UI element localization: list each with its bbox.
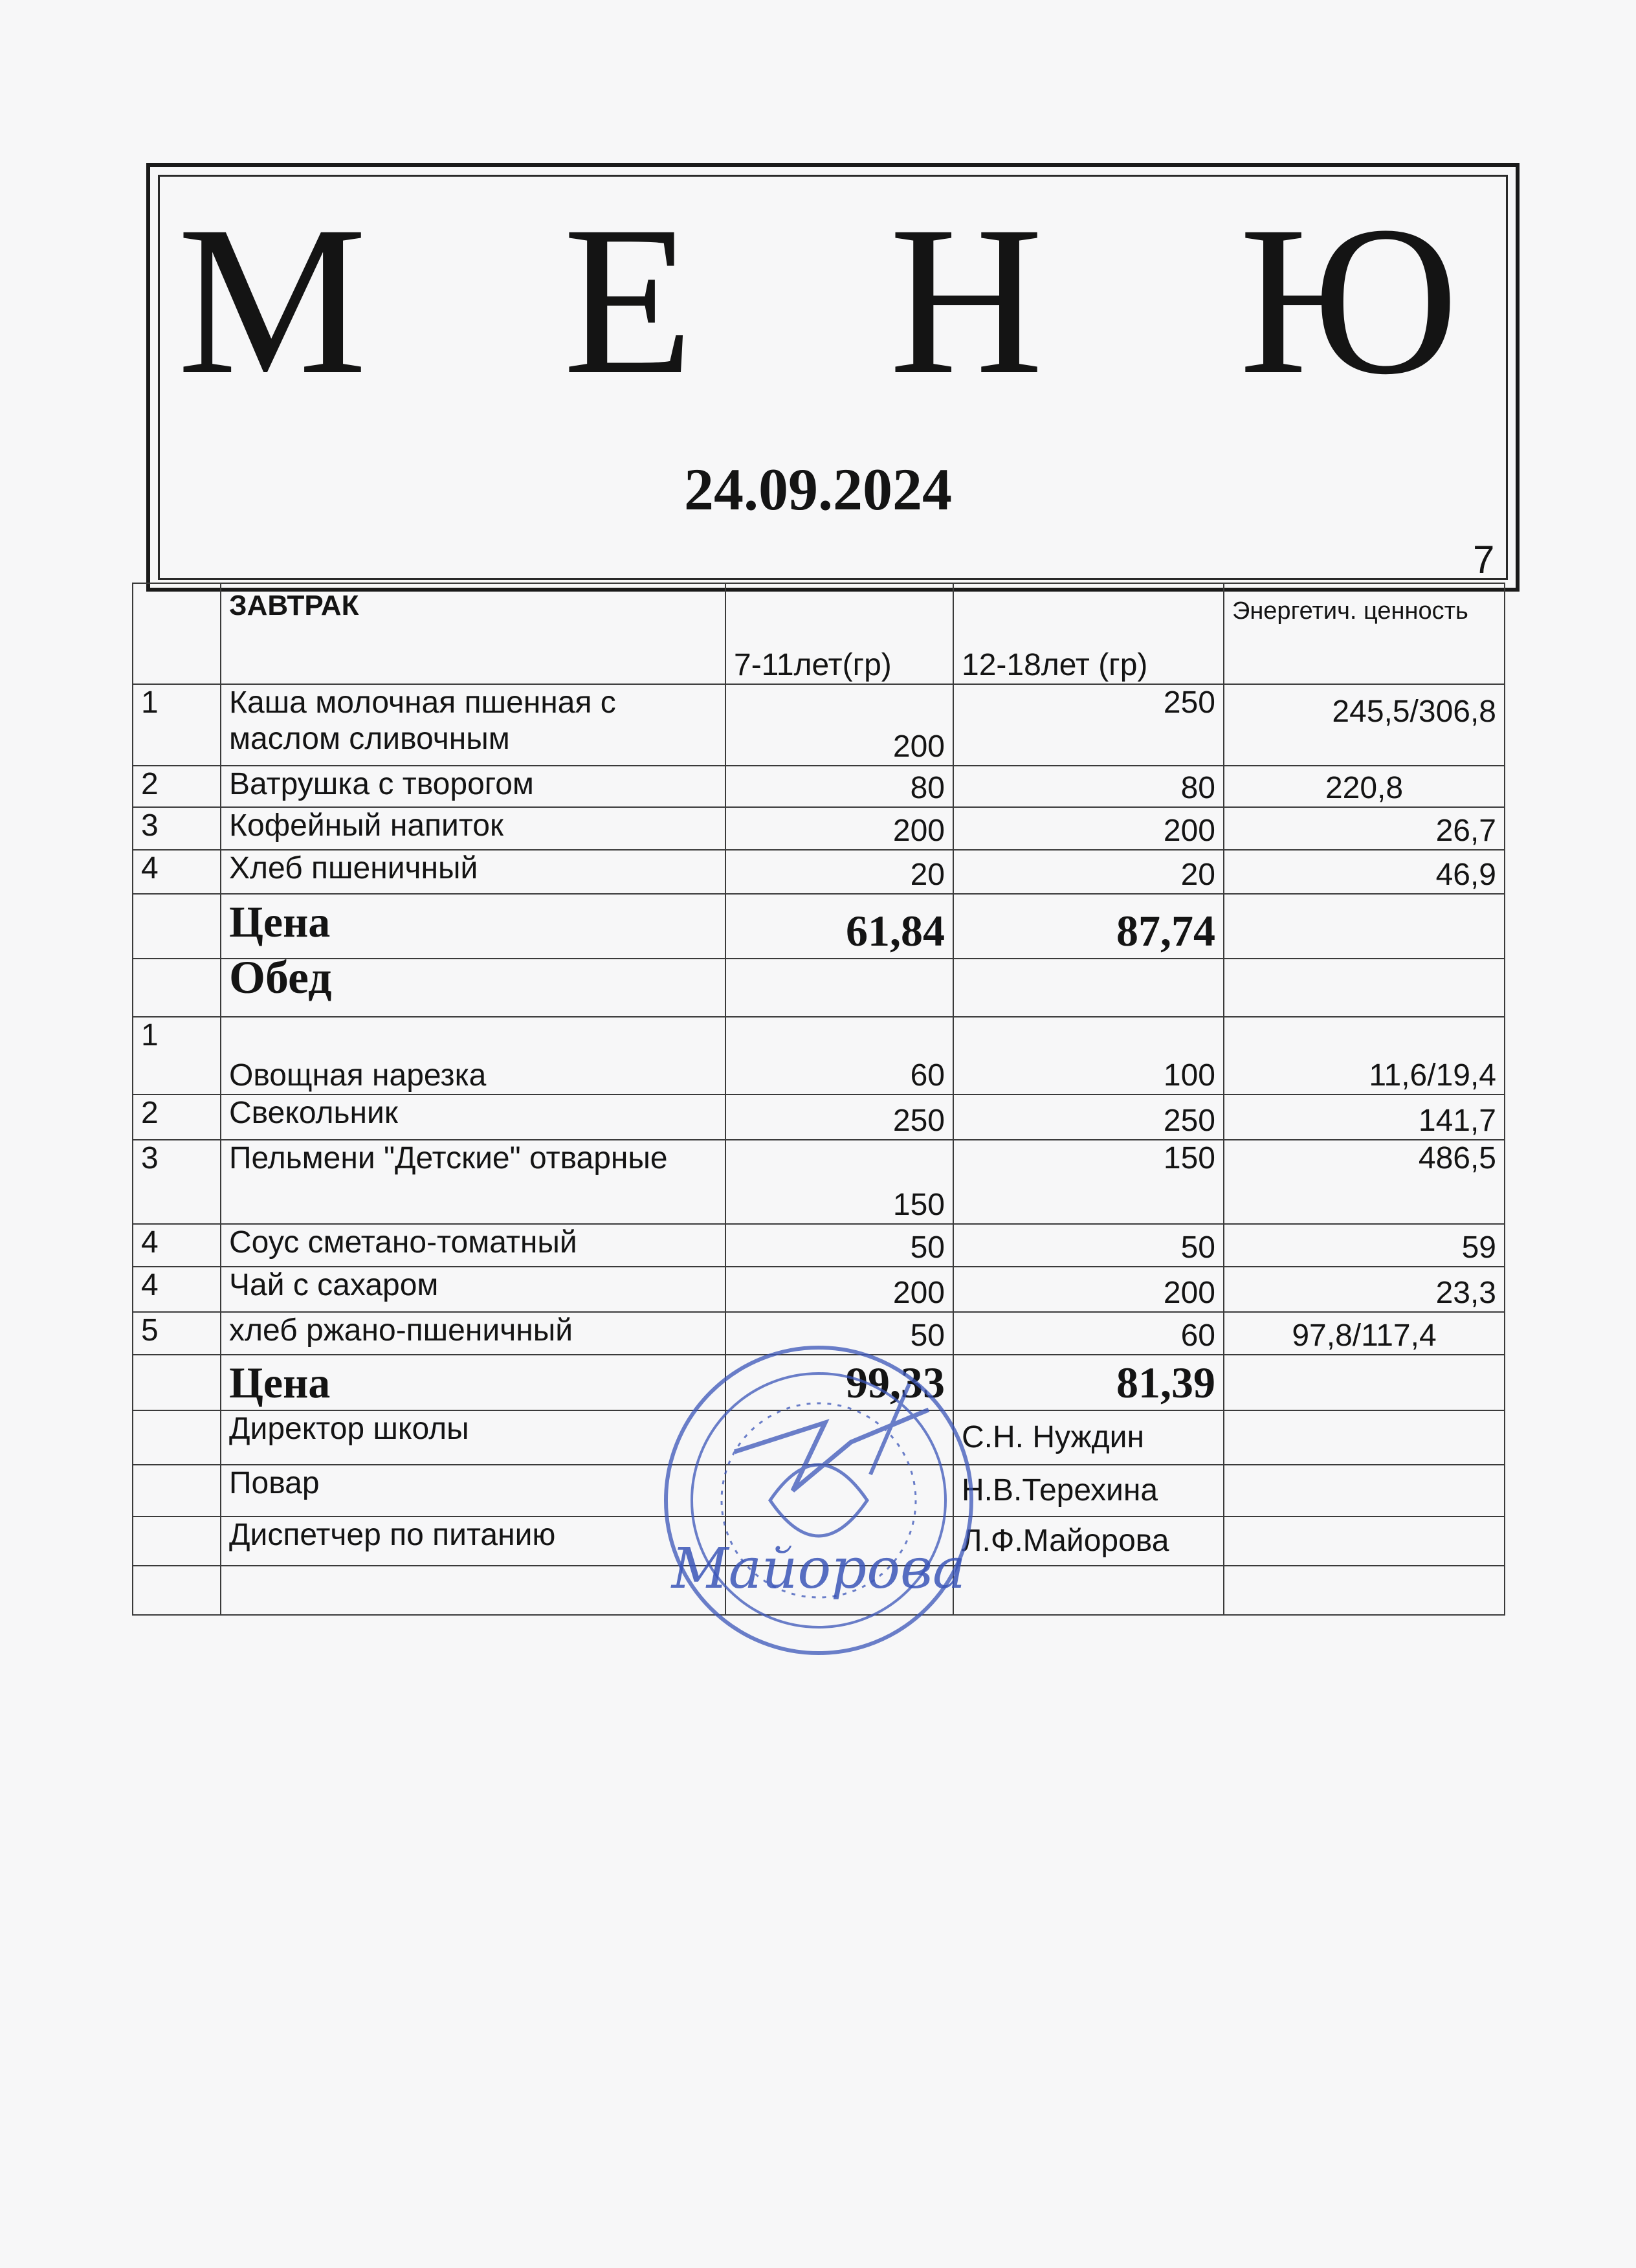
signature-role: Повар: [221, 1465, 725, 1517]
empty-cell: [725, 959, 953, 1017]
energy-value: 220,8: [1224, 766, 1505, 807]
row-num: 3: [133, 807, 221, 850]
breakfast-label: ЗАВТРАК: [221, 583, 725, 684]
row-num: 4: [133, 1267, 221, 1312]
empty-cell: [221, 1566, 725, 1615]
col-age-1-header: 7-11лет(гр): [725, 583, 953, 684]
signature-role: Диспетчер по питанию: [221, 1517, 725, 1566]
dish-name: Кофейный напиток: [221, 807, 725, 850]
price-label: Цена: [221, 1355, 725, 1410]
row-num: 2: [133, 766, 221, 807]
energy-value: 46,9: [1224, 850, 1505, 894]
table-row: [133, 1140, 1505, 1224]
school-stamp: [657, 1339, 980, 1662]
grams-7-11: 50: [725, 1224, 953, 1267]
grams-12-18: 20: [953, 850, 1224, 894]
stamp-emblem: [770, 1465, 867, 1536]
grams-7-11: 200: [725, 1267, 953, 1312]
price-7-11: 99,33: [725, 1355, 953, 1410]
signature-person: С.Н. Нуждин: [953, 1410, 1224, 1465]
energy-value: 245,5/306,8: [1224, 684, 1505, 766]
table-row: [133, 1017, 1505, 1095]
energy-value: 23,3: [1224, 1267, 1505, 1312]
grams-12-18: 60: [953, 1312, 1224, 1355]
energy-value: 141,7: [1224, 1095, 1505, 1140]
grams-12-18: 200: [953, 1267, 1224, 1312]
row-num: 4: [133, 1224, 221, 1267]
table-row: [133, 1267, 1505, 1312]
energy-value: 11,6/19,4: [1224, 1017, 1505, 1095]
empty-cell: [1224, 1355, 1505, 1410]
table-row: [133, 684, 1505, 766]
table-row: [133, 1095, 1505, 1140]
grams-7-11: 50: [725, 1312, 953, 1355]
empty-cell: [953, 1566, 1224, 1615]
grams-7-11: 80: [725, 766, 953, 807]
empty-cell: [133, 1355, 221, 1410]
table-row: [133, 807, 1505, 850]
empty-cell: [1224, 1517, 1505, 1566]
empty-cell: [133, 894, 221, 959]
empty-cell: [133, 1410, 221, 1465]
row-num: 3: [133, 1140, 221, 1224]
signature-person: Н.В.Терехина: [953, 1465, 1224, 1517]
page-number: 7: [1473, 538, 1495, 581]
grams-7-11: 200: [725, 807, 953, 850]
empty-cell: [1224, 1566, 1505, 1615]
energy-value: 26,7: [1224, 807, 1505, 850]
lunch-label: Обед: [221, 959, 725, 1017]
dish-name: Ватрушка с творогом: [221, 766, 725, 807]
grams-7-11: 60: [725, 1017, 953, 1095]
dish-name: Каша молочная пшенная с маслом сливочным: [221, 684, 725, 766]
grams-7-11: 200: [725, 684, 953, 766]
signature-role: Директор школы: [221, 1410, 725, 1465]
empty-cell: [133, 1566, 221, 1615]
table-row: [133, 766, 1505, 807]
breakfast-price-row: [133, 894, 1505, 959]
row-num: 4: [133, 850, 221, 894]
row-num: 1: [133, 684, 221, 766]
empty-cell: [1224, 1465, 1505, 1517]
price-12-18: 81,39: [953, 1355, 1224, 1410]
stamp-signature-text: Майорова: [671, 1537, 966, 1601]
dish-name: Соус сметано-томатный: [221, 1224, 725, 1267]
grams-12-18: 100: [953, 1017, 1224, 1095]
empty-cell: [133, 1517, 221, 1566]
dish-name: хлеб ржано-пшеничный: [221, 1312, 725, 1355]
breakfast-header-row: [133, 583, 1505, 684]
dish-name: Хлеб пшеничный: [221, 850, 725, 894]
grams-12-18: 250: [953, 1095, 1224, 1140]
empty-cell: [953, 959, 1224, 1017]
row-num: 5: [133, 1312, 221, 1355]
empty-cell: [1224, 1410, 1505, 1465]
col-age-2-header: 12-18лет (гр): [953, 583, 1224, 684]
menu-date: 24.09.2024: [684, 456, 952, 522]
grams-12-18: 80: [953, 766, 1224, 807]
empty-cell: [1224, 894, 1505, 959]
empty-cell: [133, 1465, 221, 1517]
row-num: 2: [133, 1095, 221, 1140]
grams-12-18: 200: [953, 807, 1224, 850]
grams-7-11: 250: [725, 1095, 953, 1140]
signature-stroke: [735, 1410, 929, 1491]
table-row: [133, 850, 1505, 894]
menu-title: М Е Н Ю: [177, 183, 1530, 419]
energy-value: 59: [1224, 1224, 1505, 1267]
price-label: Цена: [221, 894, 725, 959]
row-num: 1: [133, 1017, 221, 1095]
energy-value: 97,8/117,4: [1224, 1312, 1505, 1355]
grams-7-11: 150: [725, 1140, 953, 1224]
header-num-cell: [133, 583, 221, 684]
grams-7-11: 20: [725, 850, 953, 894]
dish-name: Овощная нарезка: [221, 1017, 725, 1095]
grams-12-18: 250: [953, 684, 1224, 766]
table-row: [133, 1224, 1505, 1267]
grams-12-18: 150: [953, 1140, 1224, 1224]
empty-cell: [133, 959, 221, 1017]
empty-cell: [1224, 959, 1505, 1017]
dish-name: Чай с сахаром: [221, 1267, 725, 1312]
dish-name: Свекольник: [221, 1095, 725, 1140]
dish-name: Пельмени "Детские" отварные: [221, 1140, 725, 1224]
lunch-header-row: [133, 959, 1505, 1017]
energy-value: 486,5: [1224, 1140, 1505, 1224]
signature-person: Л.Ф.Майорова: [953, 1517, 1224, 1566]
price-7-11: 61,84: [725, 894, 953, 959]
grams-12-18: 50: [953, 1224, 1224, 1267]
stamp-outer-ring: [666, 1348, 971, 1653]
price-12-18: 87,74: [953, 894, 1224, 959]
col-energy-header: Энергетич. ценность: [1224, 583, 1505, 684]
